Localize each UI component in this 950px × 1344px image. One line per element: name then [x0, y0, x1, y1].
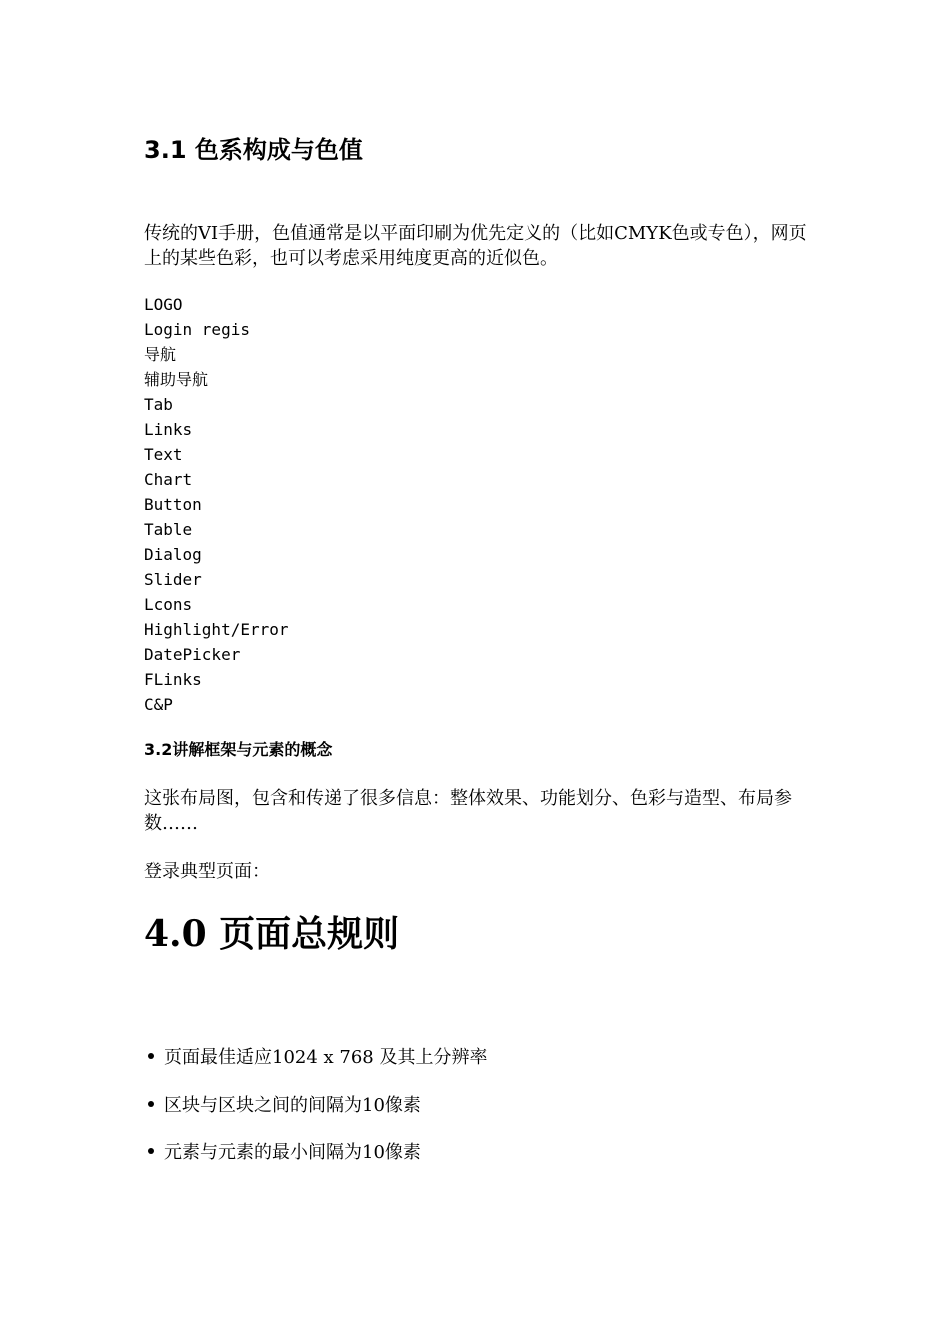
list-item: Lcons: [144, 595, 193, 614]
bullet-icon: [148, 1148, 154, 1154]
login-page-label: 登录典型页面：: [144, 861, 270, 882]
list-item: Table: [144, 520, 193, 539]
list-item: Text: [144, 445, 183, 464]
section-3-2-paragraph: 这张布局图，包含和传递了很多信息：整体效果、功能划分、色彩与造型、布局参数……: [144, 788, 792, 834]
list-item: DatePicker: [144, 645, 241, 664]
list-item: 导航: [144, 345, 177, 364]
rule-text: 页面最佳适应1024 x 768 及其上分辨率: [164, 1047, 488, 1068]
section-3-1-paragraph: 传统的VI手册，色值通常是以平面印刷为优先定义的（比如CMYK色或专色），网页上的某些色彩，也可以考虑采用纯度更高的近似色。: [144, 223, 807, 269]
rule-item: [148, 1140, 421, 1165]
list-item: LOGO: [144, 295, 183, 314]
list-item: C&P: [144, 695, 173, 714]
list-item: Dialog: [144, 545, 202, 564]
list-item: 辅助导航: [144, 370, 209, 389]
list-item: Highlight/Error: [144, 620, 289, 639]
list-item: Login regis: [144, 320, 250, 339]
section-4-0-heading: 4.0 页面总规则: [144, 913, 400, 955]
list-item: Button: [144, 495, 202, 514]
list-item: Links: [144, 420, 193, 439]
list-item: Slider: [144, 570, 202, 589]
section-3-1-heading: 3.1 色系构成与色值: [144, 136, 363, 164]
rule-item: [148, 1045, 487, 1070]
bullet-icon: [148, 1101, 154, 1107]
rule-item: [148, 1093, 421, 1118]
ui-element-list: [144, 292, 289, 717]
list-item: FLinks: [144, 670, 202, 689]
section-3-2-heading: 3.2讲解框架与元素的概念: [144, 740, 333, 759]
bullet-icon: [148, 1053, 154, 1059]
list-item: Tab: [144, 395, 173, 414]
rule-text: 区块与区块之间的间隔为10像素: [164, 1095, 421, 1116]
list-item: Chart: [144, 470, 193, 489]
rule-text: 元素与元素的最小间隔为10像素: [164, 1142, 421, 1163]
